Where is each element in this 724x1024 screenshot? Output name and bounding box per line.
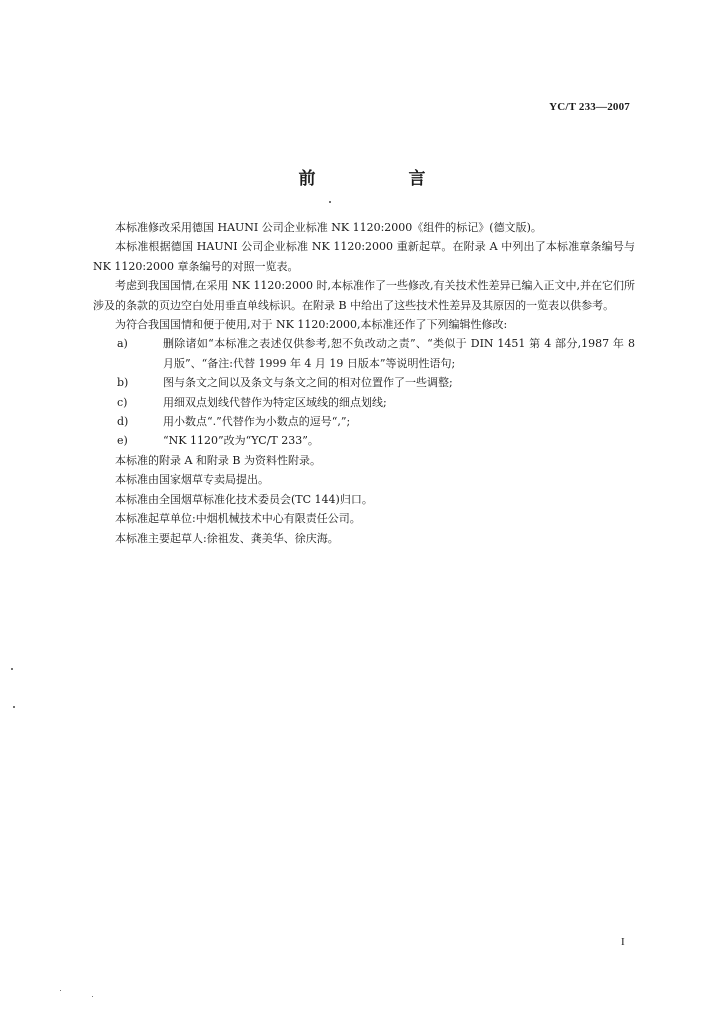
list-item (93, 431, 635, 450)
paragraph: 本标准主要起草人:徐祖发、龚美华、徐庆海。 (115, 531, 339, 545)
scan-speck (92, 996, 93, 997)
list-item (93, 373, 635, 392)
scan-speck (11, 668, 13, 670)
list-marker: d) (117, 415, 129, 429)
paragraph: 本标准的附录 A 和附录 B 为资料性附录。 (115, 453, 322, 467)
paragraph: 本标准由国家烟草专卖局提出。 (115, 473, 269, 487)
list-marker: e) (117, 434, 128, 448)
paragraph: 本标准根据德国 HAUNI 公司企业标准 NK 1120:2000 重新起草。在附录 A 中列出了本标准章条编号与 NK 1120:2000 章条编号的对照一览表。 (93, 240, 635, 273)
scan-speck (60, 990, 61, 991)
page-title: 前 言 (298, 169, 464, 189)
paragraph: 考虑到我国国情,在采用 NK 1120:2000 时,本标准作了一些修改,有关技术性差异已编入正文中,并在它们所涉及的条款的页边空白处用垂直单线标识。在附录 B 中给出了这些技术性差异及其原因的一览表以供参考。 (93, 279, 636, 312)
list-item (93, 393, 635, 412)
standard-code: YC/T 233—2007 (549, 101, 630, 113)
foreword-body (93, 218, 635, 548)
list-item-text: 图与条文之间以及条文与条文之间的相对位置作了一些调整; (163, 376, 453, 390)
list-item-text: 用细双点划线代替作为特定区域线的细点划线; (163, 395, 387, 409)
list-marker: c) (117, 395, 128, 409)
paragraph: 为符合我国国情和便于使用,对于 NK 1120:2000,本标准还作了下列编辑性修改: (115, 318, 508, 332)
paragraph: 本标准由全国烟草标准化技术委员会(TC 144)归口。 (115, 492, 373, 506)
page-number: I (621, 936, 625, 948)
paragraph: 本标准修改采用德国 HAUNI 公司企业标准 NK 1120:2000《组件的标记》(德文版)。 (115, 221, 542, 234)
list-marker: b) (117, 376, 129, 390)
list-item-text: “NK 1120”改为“YC/T 233”。 (163, 434, 319, 448)
list-item (93, 334, 635, 373)
list-item-text: 用小数点“.”代替作为小数点的逗号“,”; (163, 415, 351, 429)
scan-speck (13, 706, 15, 708)
list-item-text: 删除诸如“本标准之表述仅供参考,恕不负改动之责”、“类似于 DIN 1451 第 4 部分,1987 年 8 月版”、“备注:代替 1999 年 4 月 19 日版本”等说明性语句; (163, 337, 635, 370)
paragraph: 本标准起草单位:中烟机械技术中心有限责任公司。 (115, 512, 361, 526)
scan-speck (329, 201, 331, 203)
list-item (93, 412, 635, 431)
list-marker: a) (117, 337, 128, 351)
